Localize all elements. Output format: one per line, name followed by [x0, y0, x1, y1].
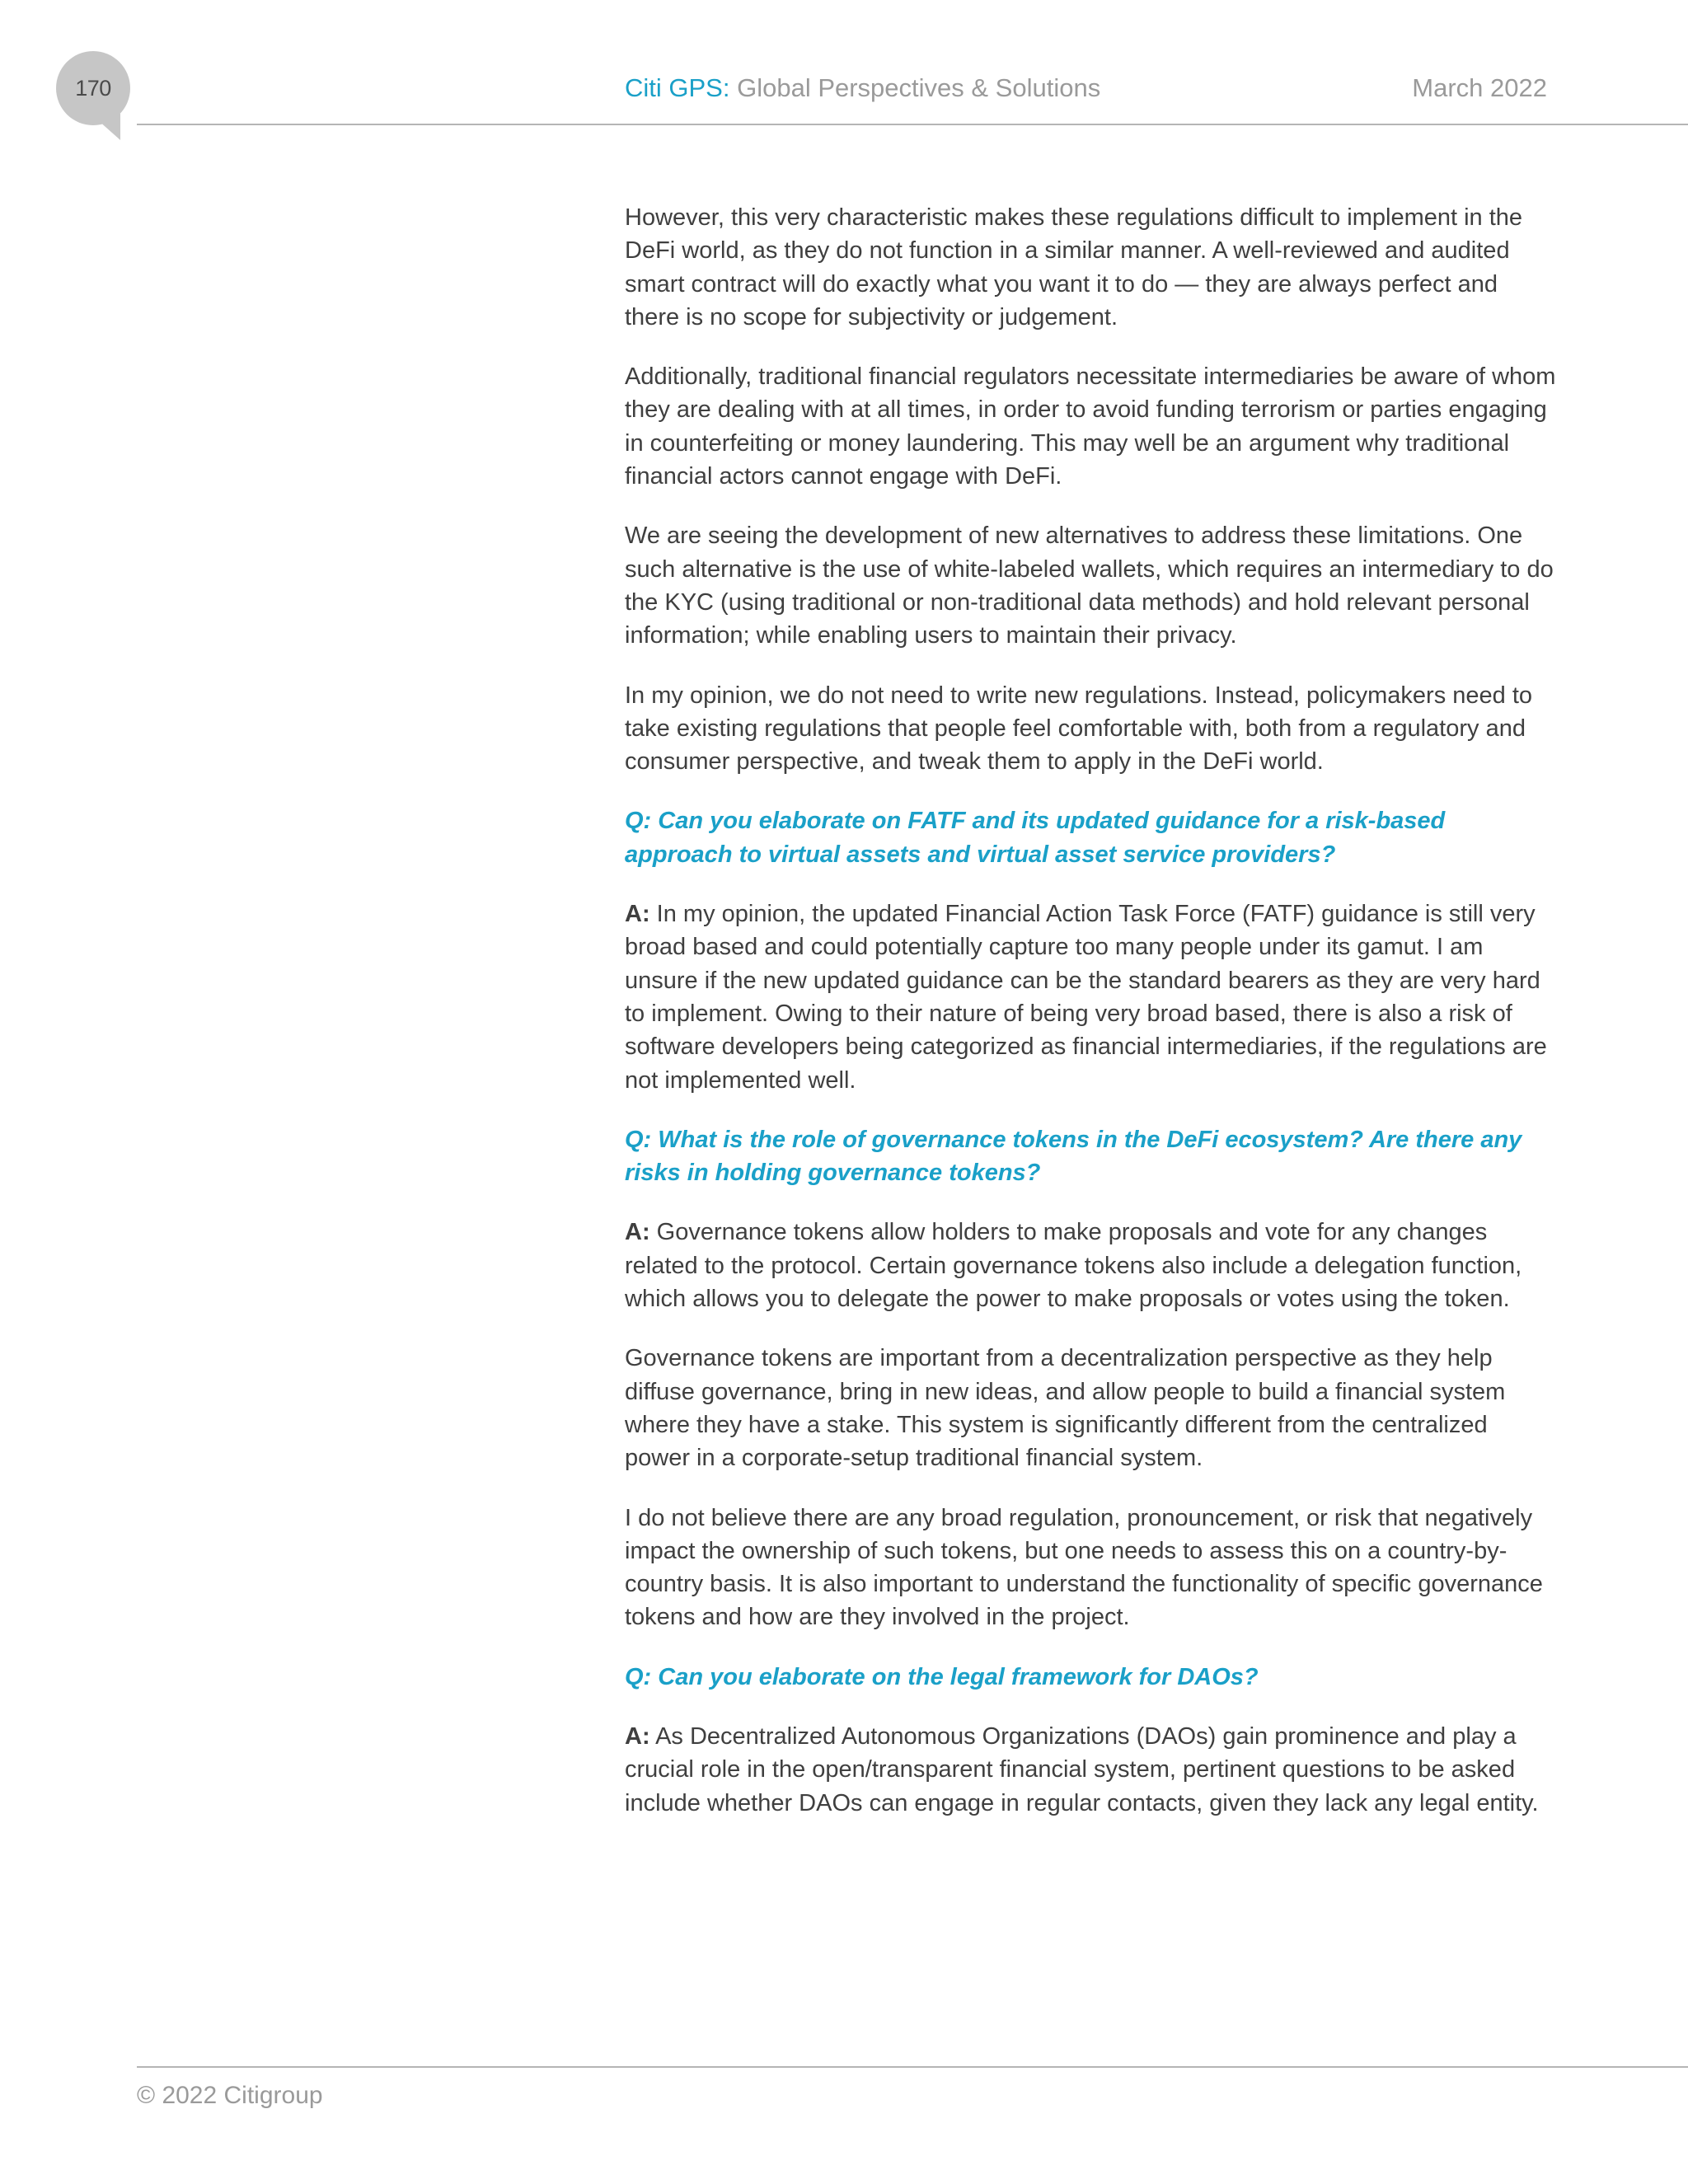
body-paragraph-4: [625, 679, 1556, 779]
answer-dao-legal: [625, 1720, 1556, 1820]
answer-fatf: [625, 898, 1556, 1097]
body-paragraph-3: [625, 519, 1556, 652]
header-date: March 2022: [1412, 73, 1547, 102]
paragraph-text: Additionally, traditional financial regulators necessitate intermediaries be aware of whom they are dealing with at all times, in order to avoid funding terrorism or parties engaging in counterfeiting or money laundering. This may well be an argument why traditional financial actors cannot engage with DeFi.: [625, 363, 1556, 490]
question-governance-tokens: [625, 1123, 1556, 1190]
question-text: Q: Can you elaborate on FATF and its updated guidance for a risk-based approach to virtual assets and virtual asset service providers?: [625, 808, 1446, 868]
header-brand: Citi GPS:: [625, 73, 730, 102]
paragraph-text: In my opinion, we do not need to write new regulations. Instead, policymakers need to take existing regulations that people feel comfortable with, both from a regulatory and consumer perspective, and tweak them to apply in the DeFi world.: [625, 682, 1533, 776]
paragraph-text: We are seeing the development of new alternatives to address these limitations. One such alternative is the use of white-labeled wallets, which requires an intermediary to do the KYC (using traditional or non-traditional data methods) and hold relevant personal information; while enabling users to maintain their privacy.: [625, 523, 1554, 649]
answer-text: As Decentralized Autonomous Organizations (DAOs) gain prominence and play a crucial role in the open/transparent financial system, pertinent questions to be asked include whether DAOs can engage in regular contacts, given they lack any legal entity.: [625, 1722, 1539, 1816]
header-subtitle: Global Perspectives & Solutions: [737, 73, 1101, 102]
body-paragraph-1: [625, 201, 1556, 334]
answer-governance-tokens: [625, 1216, 1556, 1315]
body-paragraph-2: [625, 360, 1556, 493]
question-dao-legal: [625, 1661, 1556, 1694]
article-body: [625, 201, 1556, 1846]
question-fatf: [625, 804, 1556, 871]
header-title: [625, 73, 1100, 103]
answer-label: A:: [625, 901, 650, 928]
footer-divider: [137, 2066, 1688, 2068]
header-divider: [137, 124, 1688, 125]
answer-text: In my opinion, the updated Financial Action Task Force (FATF) guidance is still very broad based and could potentially capture too many people under its gamut. I am unsure if the new updated guidance can be the standard bearers as they are very hard to implement. Owing to their nature of being very broad based, there is also a risk of software developers being categorized as financial intermediaries, if the regulations are not implemented well.: [625, 901, 1547, 1094]
answer-text: Governance tokens allow holders to make proposals and vote for any changes related to the protocol. Certain governance tokens also include a delegation function, which allows you to delegate the power to make proposals or votes using the token.: [625, 1219, 1522, 1313]
body-paragraph-regulation-risk: [625, 1502, 1556, 1634]
page-number: 170: [75, 75, 111, 101]
footer-copyright: © 2022 Citigroup: [137, 2082, 323, 2109]
page-badge-tail: [91, 114, 120, 140]
answer-label: A:: [625, 1722, 650, 1750]
paragraph-text: However, this very characteristic makes these regulations difficult to implement in the DeFi world, as they do not function in a similar manner. A well-reviewed and audited smart contract will do exactly what you want it to do — they are always perfect and there is no scope for subjectivity or judgement.: [625, 204, 1523, 330]
question-text: Q: What is the role of governance tokens in the DeFi ecosystem? Are there any risks in holding governance tokens?: [625, 1126, 1522, 1187]
question-text: Q: Can you elaborate on the legal framework for DAOs?: [625, 1663, 1259, 1690]
paragraph-text: Governance tokens are important from a decentralization perspective as they help diffuse governance, bring in new ideas, and allow people to build a financial system where they have a stake. This system is significantly different from the centralized power in a corporate-setup traditional financial system.: [625, 1345, 1506, 1472]
answer-label: A:: [625, 1219, 650, 1246]
body-paragraph-governance-importance: [625, 1342, 1556, 1474]
paragraph-text: I do not believe there are any broad regulation, pronouncement, or risk that negatively impact the ownership of such tokens, but one needs to assess this on a country-by-country basis. It is also important to understand the functionality of specific governance tokens and how are they involved in the project.: [625, 1504, 1543, 1631]
